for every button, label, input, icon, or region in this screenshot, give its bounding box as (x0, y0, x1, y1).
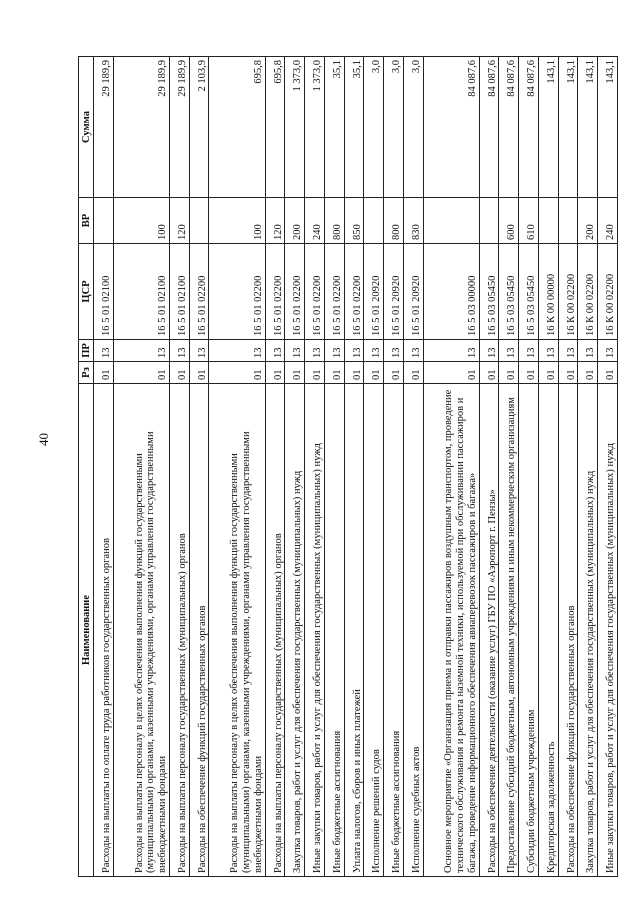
row-name: Расходы на выплаты по оплате труда работников государственных органов (94, 384, 114, 877)
table-row (538, 57, 558, 877)
row-name: Исполнение судебных актов (403, 384, 423, 877)
header-csr: ЦСР (79, 244, 94, 340)
row-name: Расходы на обеспечение функций государственных органов (558, 384, 578, 877)
row-sum: 29 189,9 (94, 57, 114, 198)
row-sum: 143,1 (578, 57, 598, 198)
row-rz: 01 (384, 362, 404, 384)
row-vr: 240 (305, 198, 325, 244)
table-row (169, 57, 189, 877)
row-vr (558, 198, 578, 244)
row-sum: 35,1 (344, 57, 364, 198)
row-csr: 16 К 00 00000 (538, 244, 558, 340)
header-vr: ВР (79, 198, 94, 244)
row-rz: 01 (305, 362, 325, 384)
row-pr: 13 (423, 340, 479, 362)
row-sum: 29 189,9 (113, 57, 169, 198)
row-pr: 13 (305, 340, 325, 362)
row-sum: 29 189,9 (169, 57, 189, 198)
row-pr: 13 (499, 340, 519, 362)
row-rz: 01 (344, 362, 364, 384)
row-pr: 13 (598, 340, 618, 362)
header-rz: Рз (79, 362, 94, 384)
row-vr (479, 198, 499, 244)
row-name: Кредиторская задолженность (538, 384, 558, 877)
row-rz: 01 (169, 362, 189, 384)
table-row (113, 57, 169, 877)
row-csr: 16 5 01 02200 (344, 244, 364, 340)
row-rz: 01 (209, 362, 265, 384)
row-rz: 01 (265, 362, 285, 384)
table-row (305, 57, 325, 877)
row-vr (189, 198, 209, 244)
row-sum: 695,8 (265, 57, 285, 198)
table-row (499, 57, 519, 877)
row-rz: 01 (285, 362, 305, 384)
row-csr: 16 5 01 02100 (169, 244, 189, 340)
row-csr: 16 5 01 02200 (324, 244, 344, 340)
row-rz: 01 (578, 362, 598, 384)
row-sum: 84 087,6 (423, 57, 479, 198)
row-rz: 01 (324, 362, 344, 384)
row-csr: 16 5 03 00000 (423, 244, 479, 340)
row-vr: 100 (209, 198, 265, 244)
row-vr (364, 198, 384, 244)
header-pr: ПР (79, 340, 94, 362)
table-row (423, 57, 479, 877)
row-rz: 01 (423, 362, 479, 384)
row-sum: 143,1 (598, 57, 618, 198)
row-pr: 13 (538, 340, 558, 362)
row-name: Расходы на выплаты персоналу в целях обеспечения выполнения функций государственными (муниципальными) органами, казенными учреждениями, органами управления государственными внебюджетными фондами (209, 384, 265, 877)
budget-table-container (78, 57, 618, 877)
row-name: Расходы на выплаты персоналу в целях обеспечения выполнения функций государственными (муниципальными) органами, казенными учреждениями, органами управления государственными внебюджетными фондами (113, 384, 169, 877)
table-row (209, 57, 265, 877)
row-name: Уплата налогов, сборов и иных платежей (344, 384, 364, 877)
row-sum: 84 087,6 (499, 57, 519, 198)
budget-table (78, 56, 618, 877)
row-rz: 01 (499, 362, 519, 384)
row-pr: 13 (384, 340, 404, 362)
row-rz: 01 (403, 362, 423, 384)
table-row (265, 57, 285, 877)
row-pr: 13 (364, 340, 384, 362)
row-sum: 35,1 (324, 57, 344, 198)
header-name: Наименование (79, 384, 94, 877)
row-rz: 01 (519, 362, 539, 384)
row-sum: 143,1 (538, 57, 558, 198)
row-sum: 3,0 (384, 57, 404, 198)
row-vr: 200 (285, 198, 305, 244)
row-vr: 600 (499, 198, 519, 244)
row-name: Иные закупки товаров, работ и услуг для обеспечения государственных (муниципальных) нужд (305, 384, 325, 877)
row-sum: 2 103,9 (189, 57, 209, 198)
row-sum: 1 373,0 (305, 57, 325, 198)
row-sum: 3,0 (364, 57, 384, 198)
table-row (285, 57, 305, 877)
row-name: Основное мероприятие «Организация приема и отправки пассажиров воздушным транспортом, проведение технического обслуживания и ремонта наземной техники, используемой при обслуживании пассажиров и багажа, проведение информационного обеспечения авиаперевозок пассажиров и багажа» (423, 384, 479, 877)
page-number: 40 (36, 433, 51, 446)
row-csr: 16 5 03 05450 (519, 244, 539, 340)
row-pr: 13 (169, 340, 189, 362)
table-row (403, 57, 423, 877)
row-name: Предоставление субсидий бюджетным, автономным учреждениям и иным некоммерческим организациям (499, 384, 519, 877)
table-row (364, 57, 384, 877)
row-pr: 13 (209, 340, 265, 362)
row-vr (423, 198, 479, 244)
row-name: Закупка товаров, работ и услуг для обеспечения государственных (муниципальных) нужд (285, 384, 305, 877)
row-vr: 610 (519, 198, 539, 244)
table-row (94, 57, 114, 877)
table-body (94, 57, 618, 877)
table-row (344, 57, 364, 877)
row-pr: 13 (344, 340, 364, 362)
row-pr: 13 (189, 340, 209, 362)
row-vr (94, 198, 114, 244)
row-csr: 16 5 01 02200 (209, 244, 265, 340)
row-csr: 16 5 01 20920 (384, 244, 404, 340)
row-csr: 16 К 00 02200 (598, 244, 618, 340)
row-pr: 13 (479, 340, 499, 362)
row-vr: 240 (598, 198, 618, 244)
table-row (598, 57, 618, 877)
row-pr: 13 (578, 340, 598, 362)
row-name: Иные закупки товаров, работ и услуг для обеспечения государственных (муниципальных) нужд (598, 384, 618, 877)
row-rz: 01 (113, 362, 169, 384)
row-vr (538, 198, 558, 244)
table-header-row (79, 57, 94, 877)
table-row (189, 57, 209, 877)
table-row (479, 57, 499, 877)
row-name: Иные бюджетные ассигнования (384, 384, 404, 877)
header-sum: Сумма (79, 57, 94, 198)
row-sum: 84 087,6 (479, 57, 499, 198)
table-row (324, 57, 344, 877)
row-sum: 143,1 (558, 57, 578, 198)
row-name: Закупка товаров, работ и услуг для обеспечения государственных (муниципальных) нужд (578, 384, 598, 877)
row-vr: 120 (265, 198, 285, 244)
row-sum: 695,8 (209, 57, 265, 198)
row-rz: 01 (558, 362, 578, 384)
row-csr: 16 5 01 02100 (113, 244, 169, 340)
row-name: Расходы на обеспечение функций государственных органов (189, 384, 209, 877)
row-pr: 13 (519, 340, 539, 362)
row-sum: 84 087,6 (519, 57, 539, 198)
row-csr: 16 5 01 20920 (403, 244, 423, 340)
row-vr: 800 (384, 198, 404, 244)
row-csr: 16 5 01 02200 (305, 244, 325, 340)
row-csr: 16 5 01 02100 (94, 244, 114, 340)
row-vr: 120 (169, 198, 189, 244)
row-csr: 16 5 01 02200 (189, 244, 209, 340)
row-rz: 01 (538, 362, 558, 384)
table-row (384, 57, 404, 877)
row-csr: 16 К 00 02200 (558, 244, 578, 340)
row-pr: 13 (324, 340, 344, 362)
row-vr: 850 (344, 198, 364, 244)
row-pr: 13 (265, 340, 285, 362)
row-csr: 16 К 00 02200 (578, 244, 598, 340)
row-csr: 16 5 03 05450 (499, 244, 519, 340)
table-row (558, 57, 578, 877)
row-pr: 13 (285, 340, 305, 362)
row-rz: 01 (94, 362, 114, 384)
row-name: Расходы на обеспечение деятельности (оказание услуг) ГБУ ПО «Аэропорт г. Пензы» (479, 384, 499, 877)
table-row (519, 57, 539, 877)
row-name: Исполнение решений судов (364, 384, 384, 877)
row-rz: 01 (189, 362, 209, 384)
row-sum: 3,0 (403, 57, 423, 198)
row-name: Расходы на выплаты персоналу государственных (муниципальных) органов (169, 384, 189, 877)
row-vr: 800 (324, 198, 344, 244)
row-vr: 200 (578, 198, 598, 244)
row-name: Расходы на выплаты персоналу государственных (муниципальных) органов (265, 384, 285, 877)
row-name: Субсидии бюджетным учреждениям (519, 384, 539, 877)
row-vr: 830 (403, 198, 423, 244)
row-pr: 13 (94, 340, 114, 362)
row-pr: 13 (558, 340, 578, 362)
row-csr: 16 5 01 02200 (285, 244, 305, 340)
row-pr: 13 (403, 340, 423, 362)
row-pr: 13 (113, 340, 169, 362)
row-csr: 16 5 03 05450 (479, 244, 499, 340)
row-csr: 16 5 01 20920 (364, 244, 384, 340)
row-rz: 01 (364, 362, 384, 384)
row-name: Иные бюджетные ассигнования (324, 384, 344, 877)
table-row (578, 57, 598, 877)
row-vr: 100 (113, 198, 169, 244)
row-sum: 1 373,0 (285, 57, 305, 198)
row-csr: 16 5 01 02200 (265, 244, 285, 340)
row-rz: 01 (479, 362, 499, 384)
row-rz: 01 (598, 362, 618, 384)
